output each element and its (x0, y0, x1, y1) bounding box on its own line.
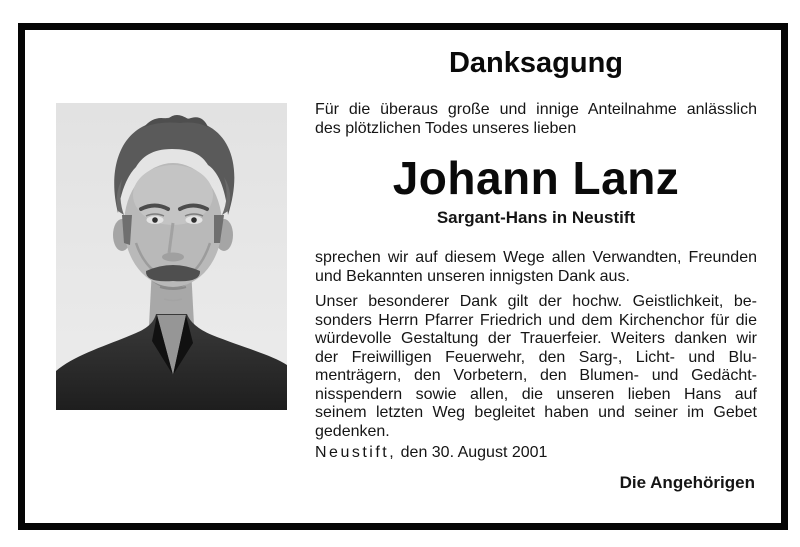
text-line: menträgern, den Vorbetern, den Blumen- und Gedächt- (315, 367, 757, 384)
text-line: des plötzlichen Todes unseres lieben (315, 119, 577, 137)
text-line: Für die überaus große und innige Anteilnahme anlässlich (315, 101, 757, 118)
portrait-photo-image (56, 103, 287, 410)
notice-title: Danksagung (448, 47, 624, 79)
dateline-date: den 30. August 2001 (400, 444, 548, 461)
text-line: nisspendern sowie allen, die unseren lieben Hans auf (315, 385, 757, 403)
text-line: Unser besonderer Dank gilt der hochw. Geistlichkeit, be- (315, 293, 757, 310)
deceased-name: Johann Lanz (392, 152, 680, 204)
text-line: sonders Herrn Pfarrer Friedrich und dem Kirchenchor für die (315, 311, 757, 329)
special-thanks-paragraph (315, 293, 757, 441)
text-line: sprechen wir auf diesem Wege allen Verwandten, Freunden (315, 249, 757, 266)
text-line: seinem letzten Weg begleitet haben und seiner im Gebet (315, 404, 757, 421)
acknowledgment-paragraph (315, 249, 757, 286)
dateline-place: Neustift, (315, 444, 397, 461)
signature-family: Die Angehörigen (619, 473, 755, 492)
intro-text (315, 101, 757, 138)
text-line: der Freiwilligen Feuerwehr, den Sarg-, Licht- und Blu- (315, 348, 757, 366)
text-line: würdevolle Gestaltung der Trauerfeier. Weiters danken wir (315, 330, 757, 347)
dateline (315, 444, 547, 463)
deceased-nickname: Sargant-Hans in Neustift (436, 208, 636, 227)
portrait-photo (56, 103, 287, 410)
text-line: und Bekannten unseren innigsten Dank aus. (315, 267, 630, 285)
notice-text-column (315, 0, 757, 547)
text-line: gedenken. (315, 422, 390, 440)
